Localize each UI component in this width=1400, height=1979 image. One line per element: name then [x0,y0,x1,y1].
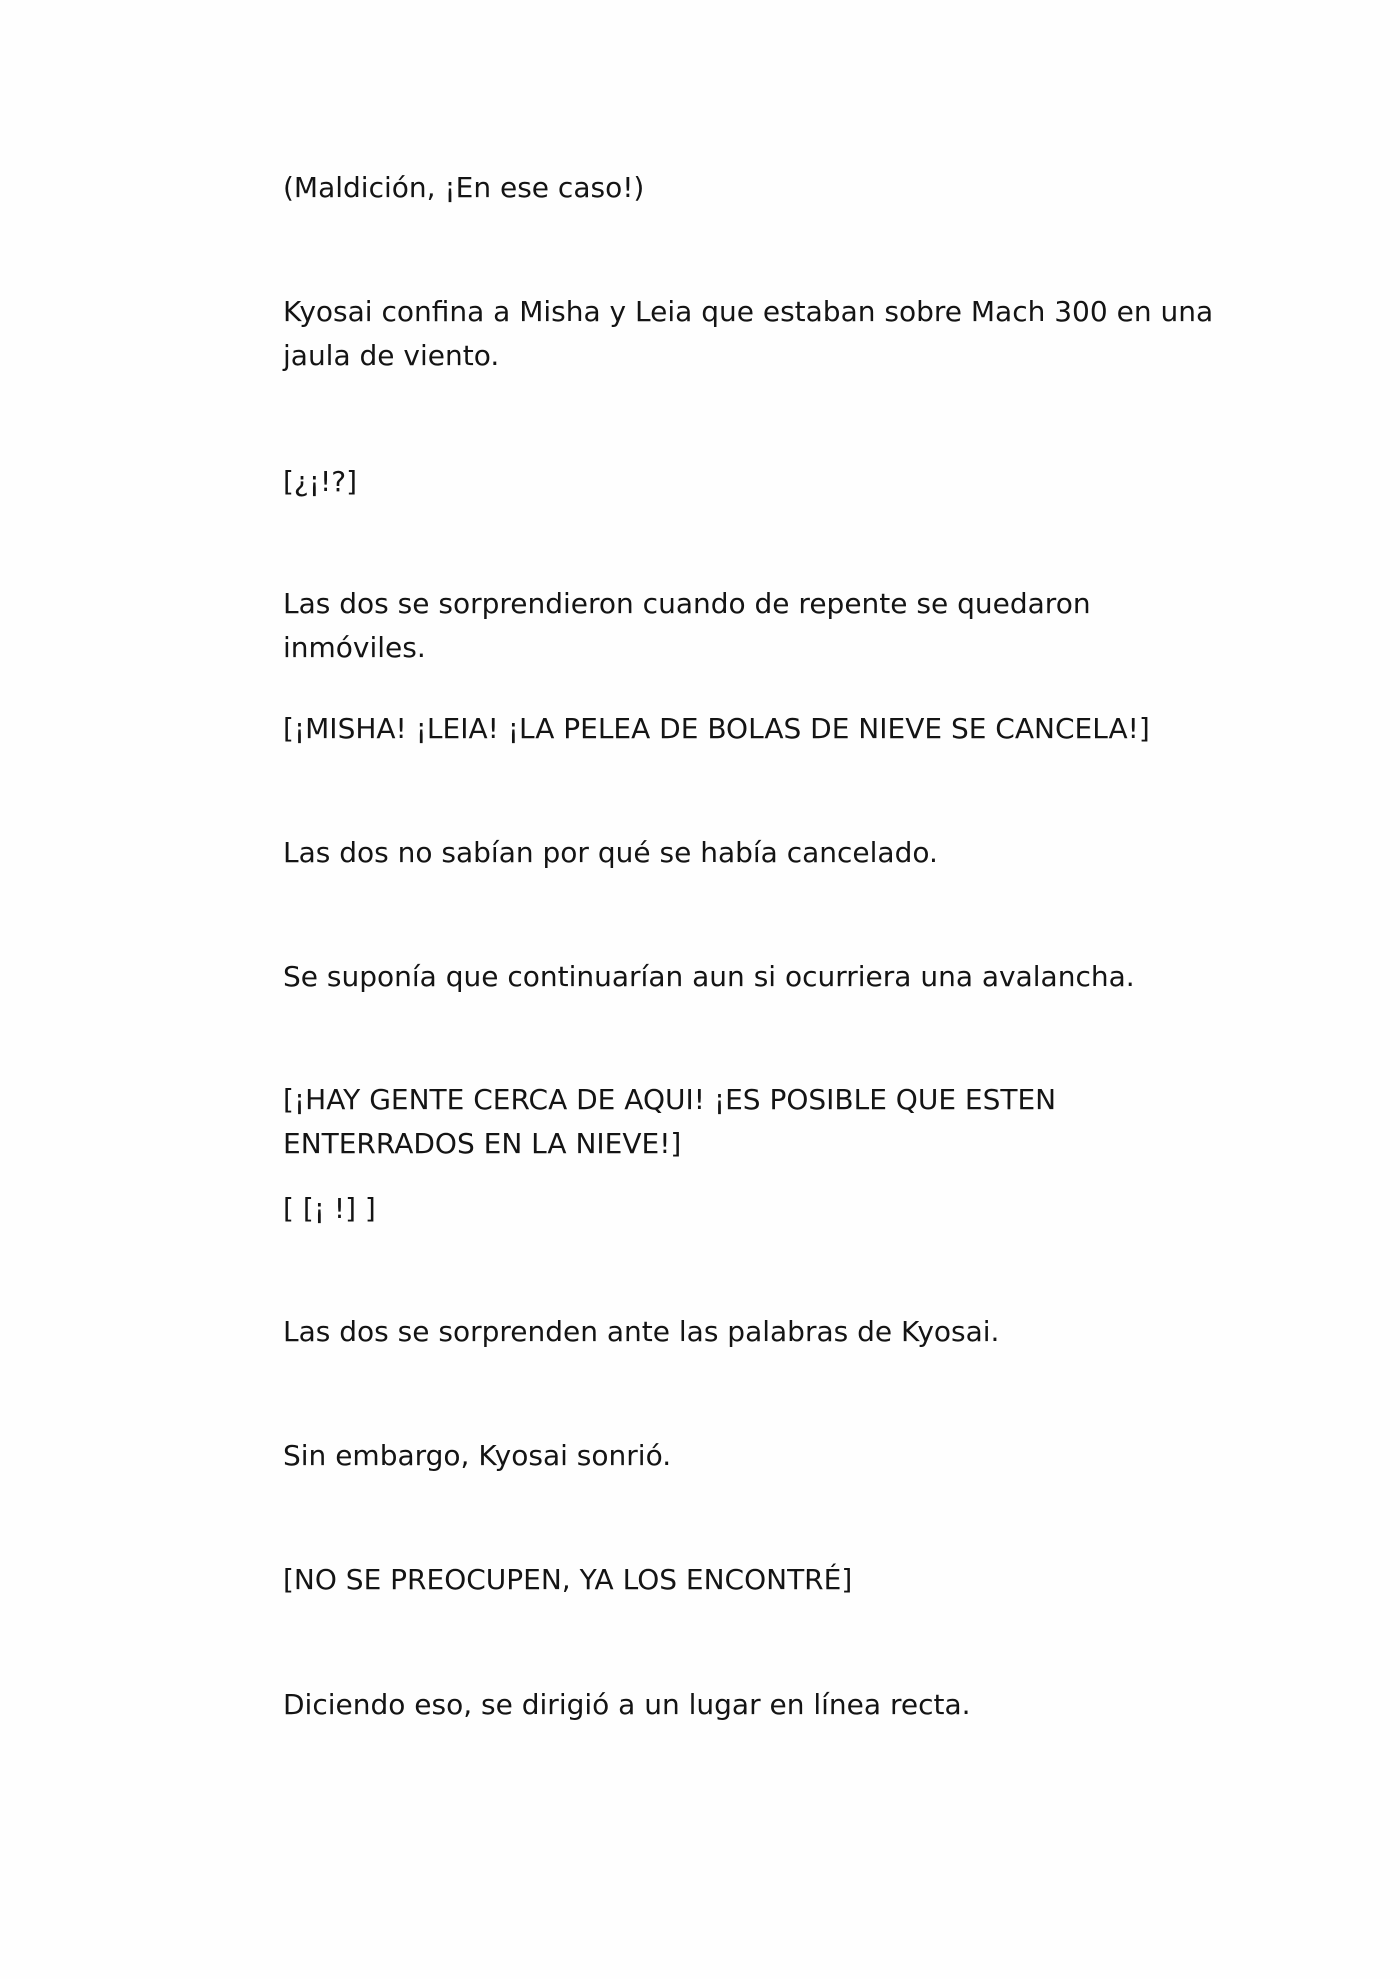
paragraph-10: Las dos se sorprenden ante las palabras de Kyosai. [283,1315,1000,1348]
paragraph-6: Las dos no sabían por qué se había cancelado. [283,836,938,869]
paragraph-2: Kyosai confina a Misha y Leia que estaban sobre Mach 300 en una jaula de viento. [283,295,1223,372]
paragraph-1: (Maldición, ¡En ese caso!) [283,171,645,204]
paragraph-3: [¿¡!?] [283,465,358,498]
paragraph-11: Sin embargo, Kyosai sonrió. [283,1439,672,1472]
paragraph-12: [NO SE PREOCUPEN, YA LOS ENCONTRÉ] [283,1563,853,1596]
paragraph-9: [ [¡ !] ] [283,1192,376,1225]
paragraph-5: [¡MISHA! ¡LEIA! ¡LA PELEA DE BOLAS DE NIEVE SE CANCELA!] [283,712,1150,745]
paragraph-7: Se suponía que continuarían aun si ocurriera una avalancha. [283,960,1135,993]
paragraph-8: [¡HAY GENTE CERCA DE AQUI! ¡ES POSIBLE QUE ESTEN ENTERRADOS EN LA NIEVE!] [283,1083,1066,1160]
paragraph-4: Las dos se sorprendieron cuando de repente se quedaron inmóviles. [283,587,1100,664]
paragraph-13: Diciendo eso, se dirigió a un lugar en línea recta. [283,1688,971,1721]
